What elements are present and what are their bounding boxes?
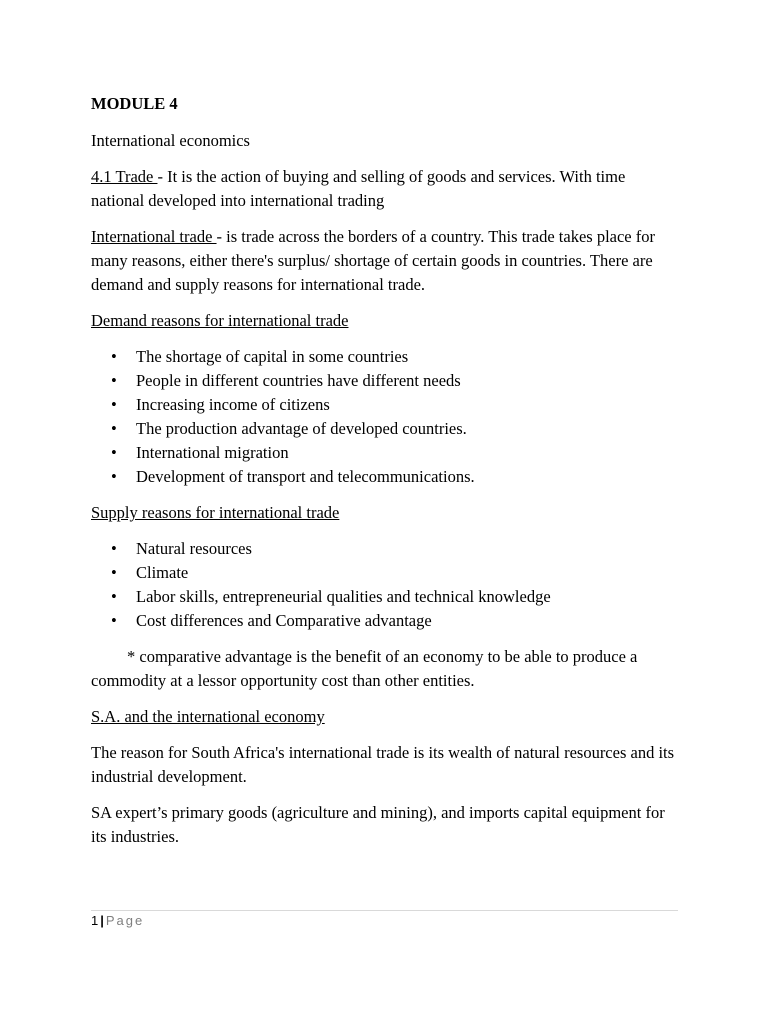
list-item-text: Cost differences and Comparative advantage	[136, 611, 432, 630]
trade-text: - It is the action of buying and selling of goods and services. With time national developed into international trading	[91, 167, 626, 210]
list-item	[91, 441, 681, 465]
page-label: Page	[105, 913, 145, 928]
section-subtitle: International economics	[91, 131, 250, 150]
list-item	[91, 417, 681, 441]
page-footer	[91, 910, 678, 929]
demand-reasons-list	[91, 345, 681, 489]
bullet-icon: •	[111, 539, 117, 558]
list-item	[91, 345, 681, 369]
list-item-text: People in different countries have different needs	[136, 371, 461, 390]
list-item	[91, 609, 681, 633]
supply-reasons-heading: Supply reasons for international trade	[91, 503, 340, 522]
sa-paragraph-resources: The reason for South Africa's international trade is its wealth of natural resources and its industrial development.	[91, 743, 675, 786]
bullet-icon: •	[111, 347, 117, 366]
supply-reasons-list	[91, 537, 681, 633]
list-item-text: The shortage of capital in some countries	[136, 347, 409, 366]
page-number: 1	[91, 913, 99, 928]
bullet-icon: •	[111, 443, 117, 462]
trade-heading: 4.1 Trade	[91, 167, 158, 186]
list-item	[91, 393, 681, 417]
list-item	[91, 369, 681, 393]
list-item	[91, 537, 681, 561]
list-item	[91, 561, 681, 585]
list-item-text: Climate	[136, 563, 189, 582]
comparative-advantage-note: * comparative advantage is the benefit of an economy to be able to produce a commodity at a lessor opportunity cost than other entities.	[91, 647, 638, 690]
bullet-icon: •	[111, 395, 117, 414]
international-trade-heading: International trade	[91, 227, 217, 246]
list-item	[91, 585, 681, 609]
list-item	[91, 465, 681, 489]
sa-economy-heading: S.A. and the international economy	[91, 707, 325, 726]
bullet-icon: •	[111, 587, 117, 606]
bullet-icon: •	[111, 611, 117, 630]
list-item-text: International migration	[136, 443, 289, 462]
list-item-text: Increasing income of citizens	[136, 395, 330, 414]
list-item-text: Natural resources	[136, 539, 252, 558]
list-item-text: Labor skills, entrepreneurial qualities and technical knowledge	[136, 587, 551, 606]
demand-reasons-heading: Demand reasons for international trade	[91, 311, 349, 330]
list-item-text: The production advantage of developed countries.	[136, 419, 467, 438]
list-item-text: Development of transport and telecommunications.	[136, 467, 475, 486]
trade-paragraph	[91, 165, 681, 213]
module-title: MODULE 4	[91, 94, 178, 113]
international-trade-text: - is trade across the borders of a country. This trade takes place for many reasons, either there's surplus/ shortage of certain goods in countries. There are demand and supply reasons for international trade.	[91, 227, 655, 294]
bullet-icon: •	[111, 371, 117, 390]
footer-separator: |	[100, 913, 104, 928]
document-body	[91, 92, 681, 861]
international-trade-paragraph	[91, 225, 681, 297]
bullet-icon: •	[111, 563, 117, 582]
bullet-icon: •	[111, 419, 117, 438]
sa-paragraph-exports: SA expert’s primary goods (agriculture and mining), and imports capital equipment for its industries.	[91, 803, 665, 846]
bullet-icon: •	[111, 467, 117, 486]
